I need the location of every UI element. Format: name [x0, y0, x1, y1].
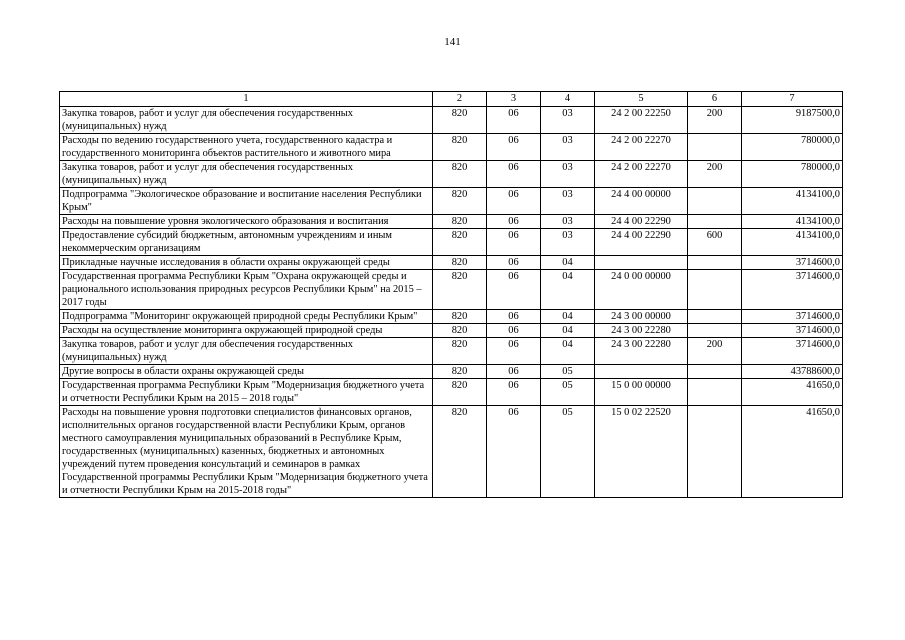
table-row [60, 161, 843, 188]
row-expense-type [688, 134, 742, 161]
row-target-code [595, 256, 688, 270]
row-target-code: 24 3 00 00000 [595, 310, 688, 324]
header-col-7: 7 [742, 92, 843, 107]
budget-table [59, 91, 843, 498]
row-sum: 4134100,0 [742, 188, 843, 215]
row-target-code: 15 0 02 22520 [595, 406, 688, 498]
page-number: 141 [444, 36, 461, 48]
row-name: Расходы по ведению государственного учета, государственного кадастра и государственного мониторинга объектов растительного и животного мира [60, 134, 433, 161]
row-subsection-code: 04 [541, 256, 595, 270]
header-col-5: 5 [595, 92, 688, 107]
row-subsection-code: 03 [541, 107, 595, 134]
row-subsection-code: 03 [541, 134, 595, 161]
row-ministry-code: 820 [433, 134, 487, 161]
row-name: Закупка товаров, работ и услуг для обеспечения государственных (муниципальных) нужд [60, 161, 433, 188]
row-expense-type [688, 256, 742, 270]
row-section-code: 06 [487, 379, 541, 406]
row-ministry-code: 820 [433, 270, 487, 310]
row-ministry-code: 820 [433, 161, 487, 188]
row-ministry-code: 820 [433, 406, 487, 498]
header-row [60, 92, 843, 107]
row-sum: 3714600,0 [742, 256, 843, 270]
row-expense-type [688, 406, 742, 498]
row-subsection-code: 05 [541, 406, 595, 498]
row-section-code: 06 [487, 406, 541, 498]
row-sum: 43788600,0 [742, 365, 843, 379]
table-row [60, 107, 843, 134]
row-sum: 3714600,0 [742, 338, 843, 365]
row-target-code: 24 2 00 22250 [595, 107, 688, 134]
row-target-code: 24 3 00 22280 [595, 338, 688, 365]
row-section-code: 06 [487, 134, 541, 161]
row-sum: 4134100,0 [742, 215, 843, 229]
row-name: Расходы на повышение уровня экологического образования и воспитания [60, 215, 433, 229]
row-expense-type [688, 324, 742, 338]
table-row [60, 188, 843, 215]
row-section-code: 06 [487, 338, 541, 365]
row-section-code: 06 [487, 270, 541, 310]
header-col-2: 2 [433, 92, 487, 107]
row-ministry-code: 820 [433, 338, 487, 365]
row-ministry-code: 820 [433, 324, 487, 338]
row-sum: 41650,0 [742, 379, 843, 406]
row-section-code: 06 [487, 229, 541, 256]
row-name: Другие вопросы в области охраны окружающей среды [60, 365, 433, 379]
table-row [60, 406, 843, 498]
row-section-code: 06 [487, 310, 541, 324]
table-row [60, 134, 843, 161]
row-ministry-code: 820 [433, 379, 487, 406]
row-subsection-code: 04 [541, 324, 595, 338]
row-sum: 3714600,0 [742, 270, 843, 310]
row-subsection-code: 05 [541, 365, 595, 379]
row-target-code: 24 0 00 00000 [595, 270, 688, 310]
row-name: Подпрограмма "Экологическое образование и воспитание населения Республики Крым" [60, 188, 433, 215]
row-expense-type: 600 [688, 229, 742, 256]
header-col-4: 4 [541, 92, 595, 107]
row-name: Предоставление субсидий бюджетным, автономным учреждениям и иным некоммерческим организациям [60, 229, 433, 256]
header-col-3: 3 [487, 92, 541, 107]
table-row [60, 256, 843, 270]
row-ministry-code: 820 [433, 107, 487, 134]
row-expense-type [688, 310, 742, 324]
row-subsection-code: 04 [541, 338, 595, 365]
row-subsection-code: 05 [541, 379, 595, 406]
row-sum: 3714600,0 [742, 324, 843, 338]
row-target-code: 24 4 00 22290 [595, 229, 688, 256]
table-row [60, 365, 843, 379]
row-section-code: 06 [487, 215, 541, 229]
row-expense-type: 200 [688, 338, 742, 365]
row-name: Государственная программа Республики Крым "Модернизация бюджетного учета и отчетности Республики Крым на 2015 – 2018 годы" [60, 379, 433, 406]
row-name: Закупка товаров, работ и услуг для обеспечения государственных (муниципальных) нужд [60, 107, 433, 134]
row-sum: 41650,0 [742, 406, 843, 498]
table-row [60, 215, 843, 229]
table-row [60, 379, 843, 406]
table-row [60, 229, 843, 256]
row-section-code: 06 [487, 188, 541, 215]
table-row [60, 338, 843, 365]
row-ministry-code: 820 [433, 310, 487, 324]
row-sum: 3714600,0 [742, 310, 843, 324]
row-subsection-code: 04 [541, 310, 595, 324]
row-section-code: 06 [487, 107, 541, 134]
row-target-code: 24 3 00 22280 [595, 324, 688, 338]
row-ministry-code: 820 [433, 229, 487, 256]
row-name: Закупка товаров, работ и услуг для обеспечения государственных (муниципальных) нужд [60, 338, 433, 365]
row-ministry-code: 820 [433, 215, 487, 229]
row-expense-type [688, 188, 742, 215]
row-name: Государственная программа Республики Крым "Охрана окружающей среды и рационального использования природных ресурсов Республики Крым" на 2015 – 2017 годы [60, 270, 433, 310]
row-sum: 9187500,0 [742, 107, 843, 134]
row-target-code: 24 2 00 22270 [595, 134, 688, 161]
row-name: Расходы на повышение уровня подготовки специалистов финансовых органов, исполнительных органов государственной власти Республики Крым, органов местного самоуправления муниципальных образований в Республике Крым, государственных (муниципальных) казенных, бюджетных и автономных учреждений путем проведения консультаций и семинаров в рамках Государственной программы Республики Крым "Модернизация бюджетного учета и отчетности Республики Крым на 2015-2018 годы" [60, 406, 433, 498]
table-row [60, 324, 843, 338]
header-col-1: 1 [60, 92, 433, 107]
row-expense-type: 200 [688, 161, 742, 188]
row-subsection-code: 04 [541, 270, 595, 310]
row-target-code [595, 365, 688, 379]
row-expense-type: 200 [688, 107, 742, 134]
row-expense-type [688, 270, 742, 310]
row-expense-type [688, 215, 742, 229]
row-target-code: 24 4 00 22290 [595, 215, 688, 229]
row-ministry-code: 820 [433, 256, 487, 270]
row-section-code: 06 [487, 161, 541, 188]
row-name: Подпрограмма "Мониторинг окружающей природной среды Республики Крым" [60, 310, 433, 324]
row-expense-type [688, 365, 742, 379]
row-expense-type [688, 379, 742, 406]
table-row [60, 270, 843, 310]
row-sum: 4134100,0 [742, 229, 843, 256]
row-subsection-code: 03 [541, 215, 595, 229]
row-section-code: 06 [487, 256, 541, 270]
row-name: Прикладные научные исследования в области охраны окружающей среды [60, 256, 433, 270]
row-name: Расходы на осуществление мониторинга окружающей природной среды [60, 324, 433, 338]
row-target-code: 24 2 00 22270 [595, 161, 688, 188]
row-ministry-code: 820 [433, 365, 487, 379]
row-section-code: 06 [487, 324, 541, 338]
row-ministry-code: 820 [433, 188, 487, 215]
row-target-code: 24 4 00 00000 [595, 188, 688, 215]
row-subsection-code: 03 [541, 188, 595, 215]
row-subsection-code: 03 [541, 161, 595, 188]
row-sum: 780000,0 [742, 161, 843, 188]
row-subsection-code: 03 [541, 229, 595, 256]
row-target-code: 15 0 00 00000 [595, 379, 688, 406]
table-row [60, 310, 843, 324]
row-sum: 780000,0 [742, 134, 843, 161]
header-col-6: 6 [688, 92, 742, 107]
row-section-code: 06 [487, 365, 541, 379]
